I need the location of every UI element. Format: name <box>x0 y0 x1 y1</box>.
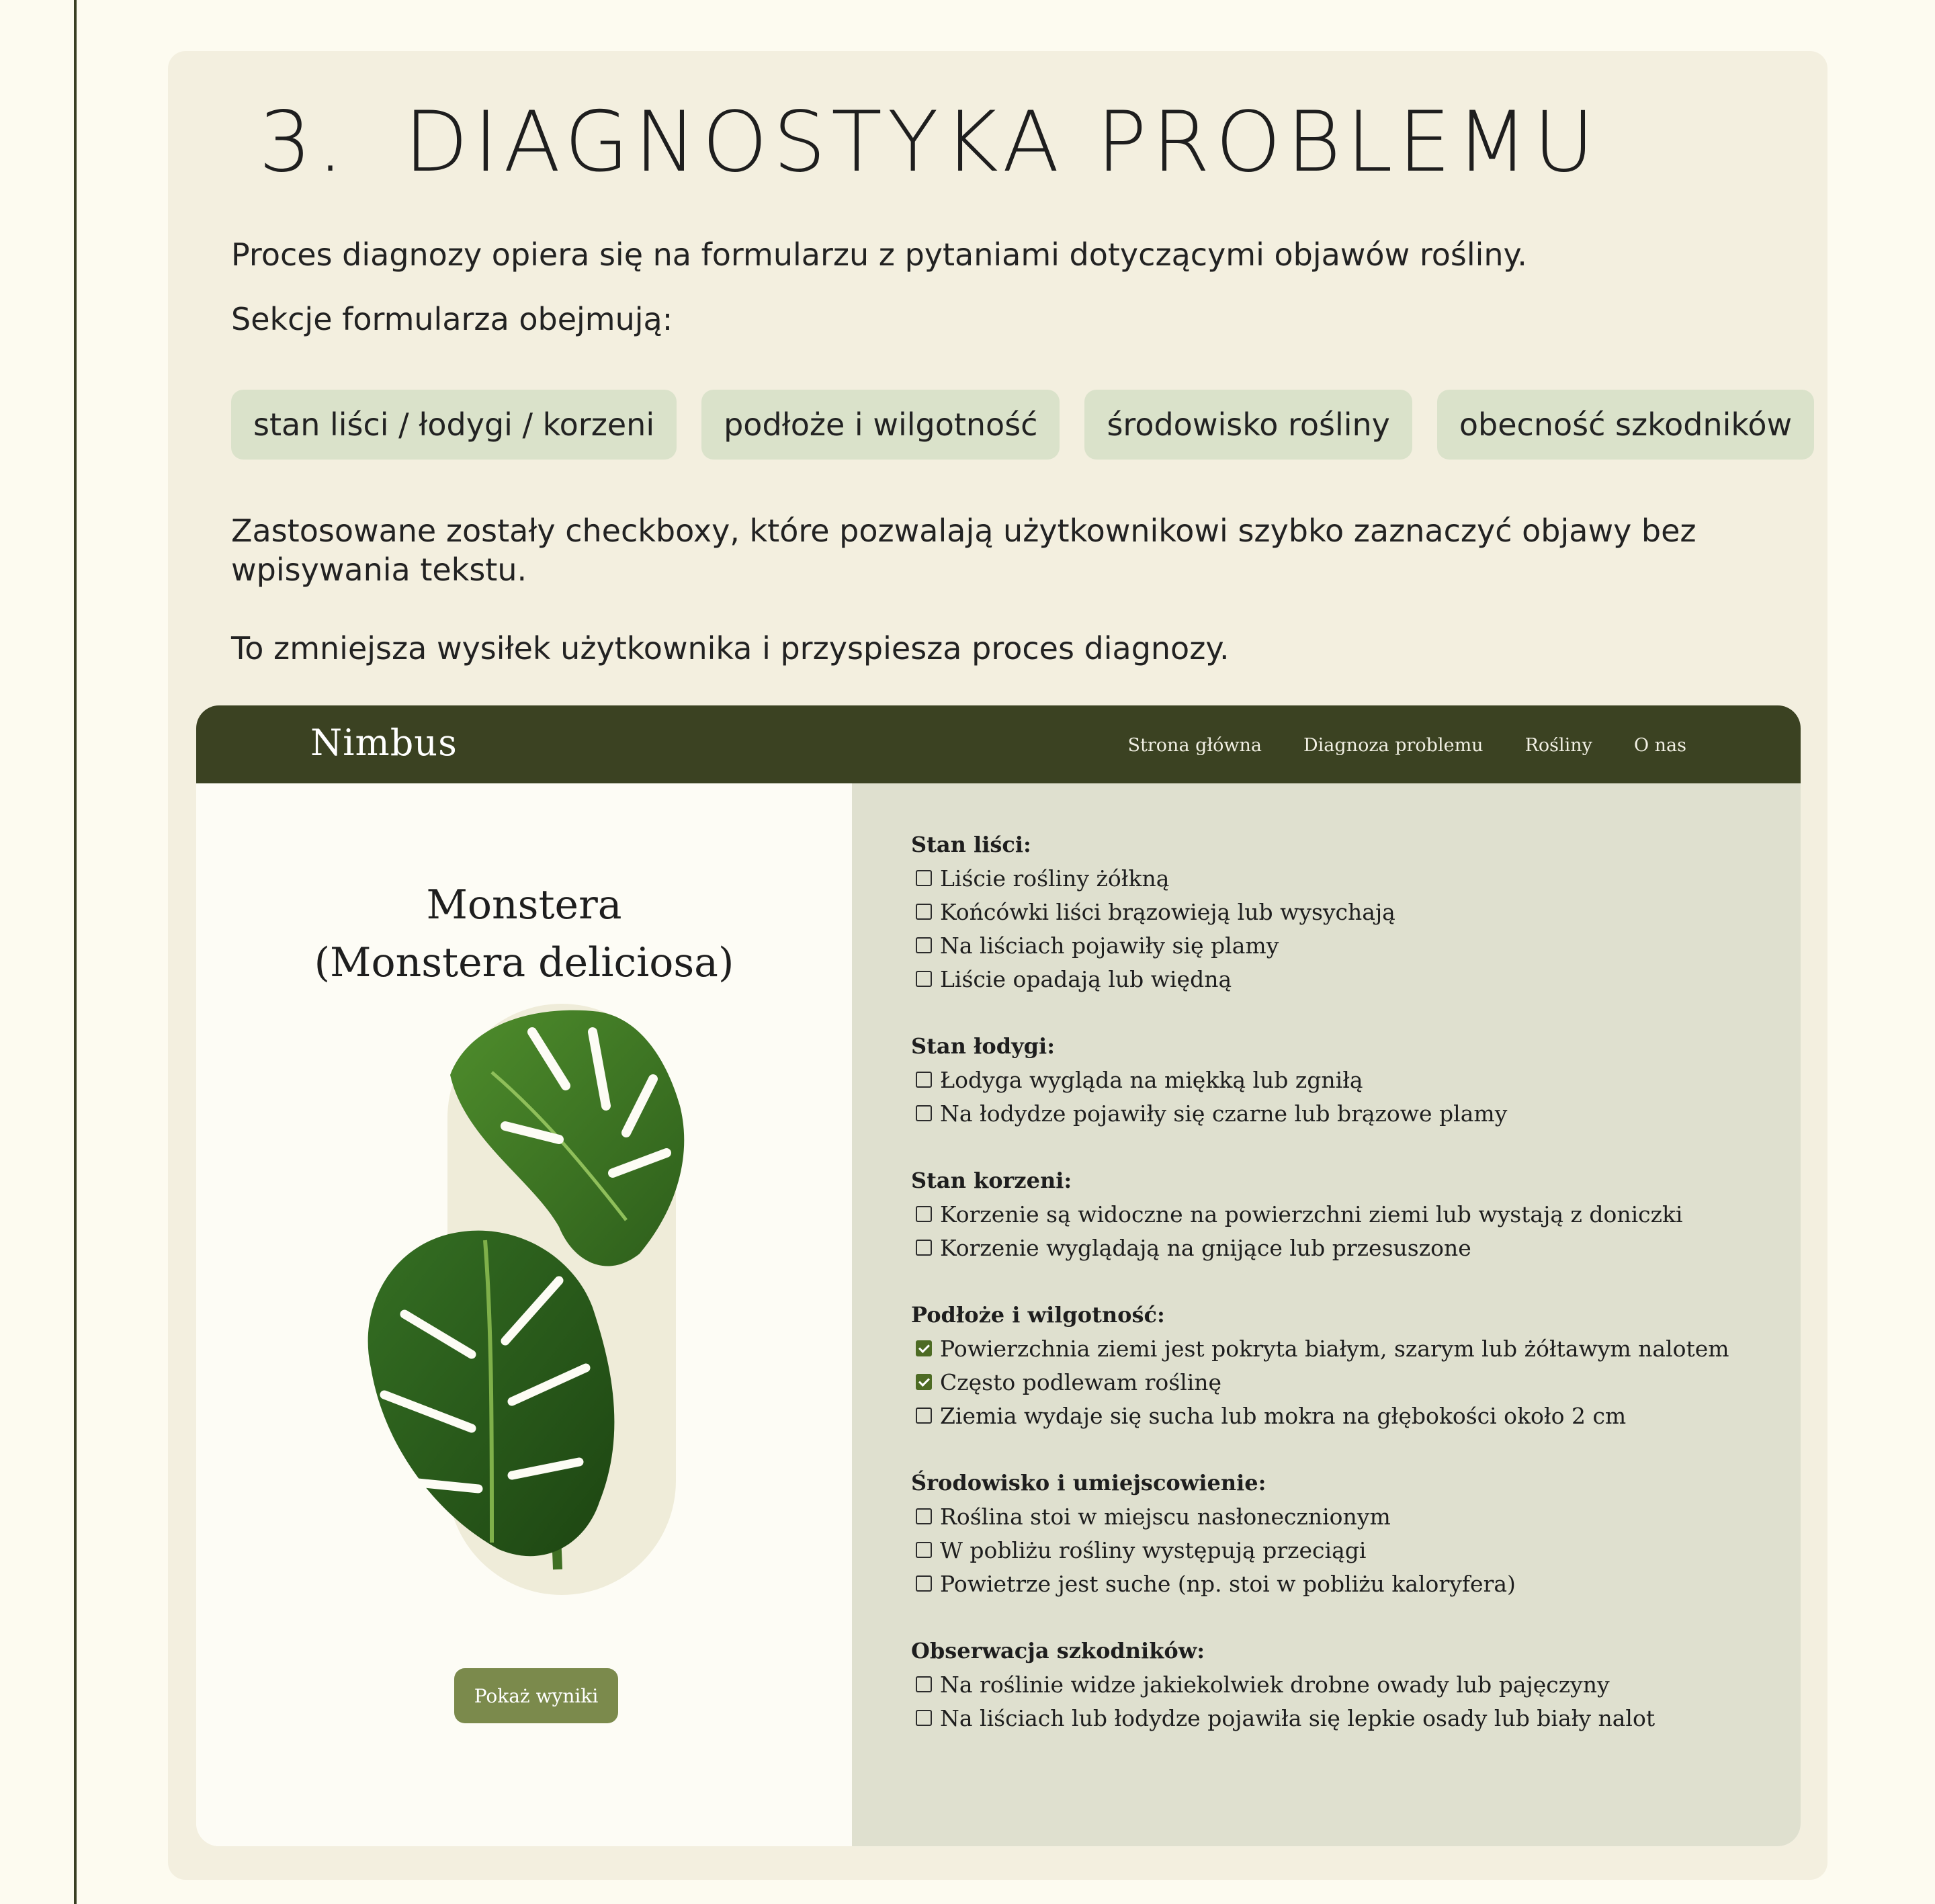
chip-pests: obecność szkodników <box>1437 390 1814 460</box>
nav-links <box>1128 735 1686 756</box>
checkbox[interactable] <box>916 870 932 886</box>
symptom-form-panel <box>852 783 1801 1846</box>
checkbox-option[interactable] <box>911 1197 1784 1231</box>
form-section-title: Stan liści: <box>911 832 1031 857</box>
nav-plants[interactable]: Rośliny <box>1524 735 1592 756</box>
checkbox[interactable] <box>916 904 932 920</box>
checkbox-label: Na łodydze pojawiły się czarne lub brązowe plamy <box>940 1100 1508 1127</box>
checkbox-option[interactable] <box>911 1399 1784 1432</box>
checkbox-note: Zastosowane zostały checkboxy, które pozwalają użytkownikowi szybko zaznaczyć objawy bez wpisywania tekstu. <box>231 513 1696 588</box>
checkbox-option[interactable] <box>911 962 1784 996</box>
checkbox[interactable] <box>916 1676 932 1692</box>
nav-about[interactable]: O nas <box>1633 735 1686 756</box>
form-section-title: Środowisko i umiejscowienie: <box>911 1470 1266 1496</box>
checkbox[interactable] <box>916 1408 932 1424</box>
checkbox-label: Korzenie są widoczne na powierzchni ziemi lub wystają z doniczki <box>940 1201 1683 1227</box>
checkbox-option[interactable] <box>911 861 1784 895</box>
checkbox-label: Powietrze jest suche (np. stoi w pobliżu kaloryfera) <box>940 1570 1516 1597</box>
checkbox[interactable] <box>916 1072 932 1088</box>
checkbox-checked[interactable] <box>916 1340 932 1356</box>
checkbox-label: Roślina stoi w miejscu nasłonecznionym <box>940 1503 1391 1530</box>
checkbox-option[interactable] <box>911 1365 1784 1399</box>
form-sections-chips <box>231 390 1814 460</box>
navbar <box>196 705 1801 783</box>
form-section-roots <box>911 1164 1784 1264</box>
checkbox-option[interactable] <box>911 1332 1784 1365</box>
checkbox-option[interactable] <box>911 1701 1784 1735</box>
plant-latin-name: (Monstera deliciosa) <box>314 939 734 986</box>
checkbox-label: W pobliżu rośliny występują przeciągi <box>940 1537 1367 1563</box>
checkbox[interactable] <box>916 1542 932 1558</box>
sections-label: Sekcje formularza obejmują: <box>231 301 673 337</box>
nav-home[interactable]: Strona główna <box>1127 735 1262 756</box>
checkbox[interactable] <box>916 1508 932 1524</box>
form-section-title: Stan korzeni: <box>911 1168 1072 1193</box>
form-section-environment <box>911 1466 1784 1600</box>
checkbox[interactable] <box>916 1240 932 1256</box>
checkbox[interactable] <box>916 937 932 953</box>
checkbox-option[interactable] <box>911 895 1784 928</box>
section-heading <box>259 94 1600 191</box>
show-results-button[interactable]: Pokaż wyniki <box>454 1668 618 1723</box>
checkbox-label: Na roślinie widze jakiekolwiek drobne owady lub pajęczyny <box>940 1671 1610 1698</box>
checkbox-label: Liście opadają lub więdną <box>940 965 1232 992</box>
checkbox-checked[interactable] <box>916 1374 932 1390</box>
nav-diagnosis[interactable]: Diagnoza problemu <box>1303 735 1484 756</box>
checkbox-option[interactable] <box>911 1231 1784 1264</box>
form-section-leaves <box>911 828 1784 996</box>
checkbox-option[interactable] <box>911 1096 1784 1130</box>
checkbox-label: Korzenie wyglądają na gnijące lub przesuszone <box>940 1234 1471 1261</box>
checkbox-option[interactable] <box>911 1668 1784 1701</box>
checkbox-label: Powierzchnia ziemi jest pokryta białym, szarym lub żółtawym nalotem <box>940 1335 1729 1362</box>
form-section-pests <box>911 1634 1784 1735</box>
checkbox-label: Liście rośliny żółkną <box>940 865 1170 892</box>
section-title: DIAGNOSTYKA PROBLEMU <box>404 94 1600 191</box>
checkbox[interactable] <box>916 1575 932 1592</box>
checkbox[interactable] <box>916 1105 932 1121</box>
form-section-title: Podłoże i wilgotność: <box>911 1302 1165 1328</box>
effort-note: To zmniejsza wysiłek użytkownika i przyspiesza proces diagnozy. <box>231 630 1230 666</box>
form-section-title: Obserwacja szkodników: <box>911 1638 1205 1663</box>
form-section-soil-moisture <box>911 1298 1784 1432</box>
checkbox[interactable] <box>916 971 932 987</box>
form-section-title: Stan łodygi: <box>911 1033 1055 1059</box>
plant-panel <box>196 783 852 1846</box>
plant-title <box>196 876 852 992</box>
checkbox-label: Na liściach lub łodydze pojawiła się lepkie osady lub biały nalot <box>940 1704 1656 1731</box>
checkbox-label: Na liściach pojawiły się plamy <box>940 932 1279 959</box>
checkbox[interactable] <box>916 1710 932 1726</box>
monstera-image <box>290 992 761 1596</box>
checkbox-option[interactable] <box>911 928 1784 962</box>
chip-soil-moisture: podłoże i wilgotność <box>701 390 1060 460</box>
plant-name: Monstera <box>426 881 622 928</box>
form-section-stem <box>911 1029 1784 1130</box>
intro-text: Proces diagnozy opiera się na formularzu z pytaniami dotyczącymi objawów rośliny. <box>231 236 1527 273</box>
checkbox-label: Końcówki liści brązowieją lub wysychają <box>940 898 1395 925</box>
chip-leaves-stem-roots: stan liści / łodygi / korzeni <box>231 390 677 460</box>
checkbox-option[interactable] <box>911 1533 1784 1567</box>
app-mockup <box>196 705 1801 1846</box>
section-number: 3. <box>259 94 349 191</box>
checkbox-option[interactable] <box>911 1063 1784 1096</box>
left-margin-rule <box>74 0 77 1904</box>
logo[interactable]: Nimbus <box>310 722 458 764</box>
checkbox[interactable] <box>916 1206 932 1222</box>
symptom-form <box>911 828 1784 1768</box>
checkbox-option[interactable] <box>911 1500 1784 1533</box>
chip-environment: środowisko rośliny <box>1084 390 1412 460</box>
checkbox-option[interactable] <box>911 1567 1784 1600</box>
checkbox-label: Często podlewam roślinę <box>940 1369 1222 1395</box>
checkbox-label: Ziemia wydaje się sucha lub mokra na głębokości około 2 cm <box>940 1402 1627 1429</box>
checkbox-label: Łodyga wygląda na miękką lub zgniłą <box>940 1066 1363 1093</box>
